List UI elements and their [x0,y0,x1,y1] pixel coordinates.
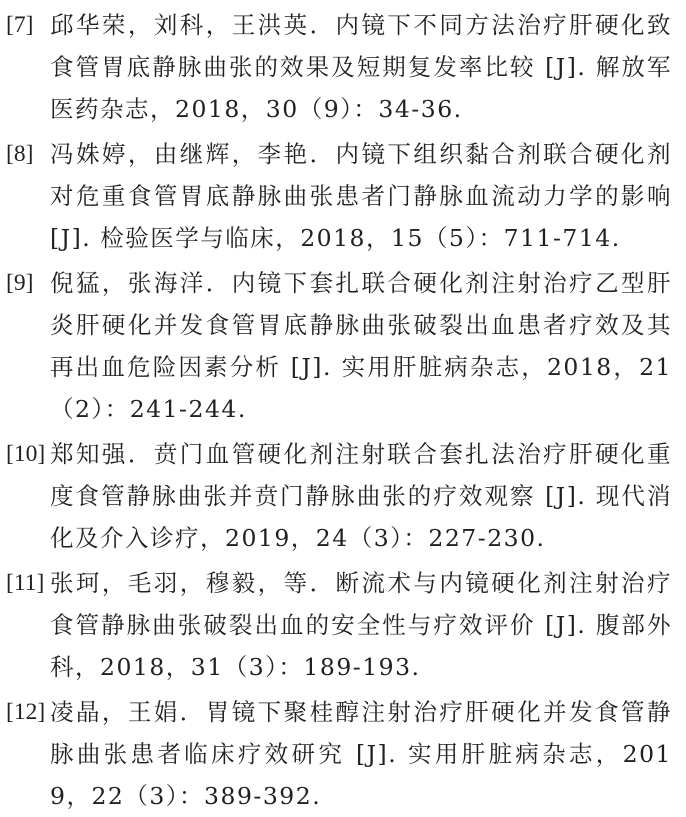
reference-item [6,4,672,130]
reference-list [6,4,672,817]
reference-number: [7] [6,12,34,38]
reference-item [6,562,672,688]
reference-text: 郑知强．贲门血管硬化剂注射联合套扎法治疗肝硬化重度食管静脉曲张并贲门静脉曲张的疗效观察 [J]. 现代消化及介入诊疗，2019，24（3）：227-230. [50,440,672,552]
reference-text: 张珂，毛羽，穆毅，等．断流术与内镜硬化剂注射治疗食管静脉曲张破裂出血的安全性与疗效评价 [J]. 腹部外科，2018，31（3）：189-193. [50,569,672,681]
reference-item [6,262,672,430]
reference-number: [8] [6,141,34,167]
reference-text: 倪猛，张海洋．内镜下套扎联合硬化剂注射治疗乙型肝炎肝硬化并发食管胃底静脉曲张破裂出血患者疗效及其再出血危险因素分析 [J]. 实用肝脏病杂志，2018，21（2）：241-244. [50,269,672,423]
reference-text: 凌晶，王娟．胃镜下聚桂醇注射治疗肝硬化并发食管静脉曲张患者临床疗效研究 [J]. 实用肝脏病杂志，2019，22（3）：389-392. [50,698,672,810]
reference-number: [10] [6,441,46,467]
reference-item [6,691,672,817]
reference-number: [9] [6,270,34,296]
reference-item [6,133,672,259]
reference-number: [12] [6,699,46,725]
reference-text: 冯姝婷，由继辉，李艳．内镜下组织黏合剂联合硬化剂对危重食管胃底静脉曲张患者门静脉血流动力学的影响 [J]. 检验医学与临床，2018，15（5）：711-714. [50,140,672,252]
reference-text: 邱华荣，刘科，王洪英．内镜下不同方法治疗肝硬化致食管胃底静脉曲张的效果及短期复发率比较 [J]. 解放军医药杂志，2018，30（9）：34-36. [50,11,672,123]
reference-item [6,433,672,559]
reference-number: [11] [6,570,45,596]
